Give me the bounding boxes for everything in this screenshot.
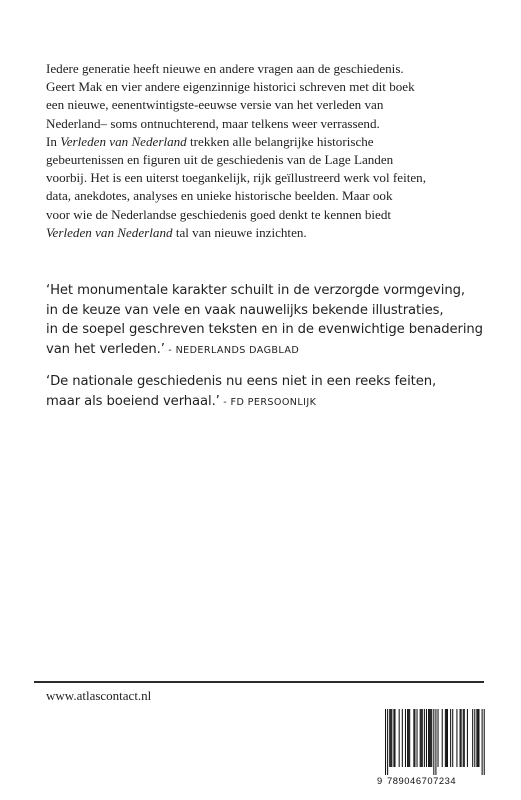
- review-quote-fd-persoonlijk: [46, 372, 486, 412]
- barcode-bars: [377, 709, 487, 775]
- quote-text-fragment: maar als boeiend verhaal.’: [46, 393, 220, 409]
- barcode-bar: [430, 709, 431, 767]
- blurb-line: gebeurtenissen en figuren uit de geschiedenis van de Lage Landen: [46, 152, 394, 168]
- barcode-bar: [452, 709, 453, 767]
- isbn-barcode: [377, 709, 487, 791]
- barcode-bar: [408, 709, 409, 767]
- barcode-bar: [409, 709, 410, 767]
- blurb-text: [46, 60, 486, 242]
- quote-line: in de soepel geschreven teksten en in de evenwichtige benadering: [46, 322, 483, 338]
- publisher-url: www.atlascontact.nl: [46, 688, 152, 703]
- blurb-line: [46, 224, 486, 242]
- blurb-text-fragment: trekken alle belangrijke historische: [186, 133, 374, 149]
- barcode-digits: 789046707234: [387, 775, 457, 786]
- barcode-bar: [387, 709, 388, 775]
- barcode-bar: [435, 709, 436, 775]
- barcode-bar: [450, 709, 451, 767]
- barcode-bar: [405, 709, 406, 767]
- blurb-line: voorbij. Het is een uiterst toegankelijk, rijk geïllustreerd werk vol feiten,: [46, 170, 426, 186]
- barcode-bar: [399, 709, 400, 767]
- barcode-bar: [389, 709, 390, 767]
- blurb-line: Geert Mak en vier andere eigenzinnige historici schreven met dit boek: [46, 79, 415, 95]
- blurb-line: [46, 133, 486, 151]
- barcode-bar: [442, 709, 443, 767]
- barcode-number: [377, 775, 487, 786]
- quote-line: ‘De nationale geschiedenis nu eens niet in een reeks feiten,: [46, 374, 437, 389]
- barcode-bar: [421, 709, 422, 767]
- barcode-bar: [477, 709, 478, 767]
- barcode-bar: [393, 709, 394, 767]
- barcode-bar: [474, 709, 475, 767]
- barcode-bar: [463, 709, 464, 767]
- blurb-line: voor wie de Nederlandse geschiedenis goed denkt te kennen biedt: [46, 206, 392, 222]
- barcode-bar: [431, 709, 432, 767]
- barcode-bar: [446, 709, 447, 767]
- barcode-bar: [482, 709, 483, 775]
- barcode-bar: [447, 709, 448, 767]
- barcode-bar: [422, 709, 423, 767]
- quote-line: in de keuze van vele en vaak nauwelijks bekende illustraties,: [46, 302, 444, 318]
- barcode-bar: [426, 709, 427, 767]
- review-quote-nederlands-dagblad: [46, 281, 486, 360]
- quote-text-fragment: van het verleden.’: [46, 341, 165, 357]
- barcode-bar: [445, 709, 446, 767]
- barcode-bar: [456, 709, 457, 767]
- book-title: Verleden van Nederland: [46, 224, 173, 240]
- barcode-bar: [390, 709, 391, 767]
- barcode-bar: [394, 709, 395, 767]
- book-title: Verleden van Nederland: [60, 133, 187, 149]
- divider-line: [34, 681, 484, 683]
- blurb-line: een nieuwe, eenentwintigste-eeuwse versie van het verleden van: [46, 97, 384, 113]
- barcode-bar: [467, 709, 468, 767]
- blurb-line: Nederland– soms ontnuchterend, maar telkens weer verrassend.: [46, 115, 380, 131]
- barcode-bar: [464, 709, 465, 767]
- blurb-line: Iedere generatie heeft nieuwe en andere vragen aan de geschiedenis.: [46, 61, 404, 76]
- barcode-bar: [385, 709, 386, 775]
- barcode-bar: [460, 709, 461, 767]
- barcode-bar: [424, 709, 425, 767]
- barcode-bar: [414, 709, 415, 767]
- barcode-first-digit: 9: [377, 775, 383, 786]
- barcode-bar: [472, 709, 473, 767]
- blurb-text-fragment: In: [46, 133, 61, 149]
- barcode-bar: [413, 709, 414, 767]
- quote-source: - NEDERLANDS DAGBLAD: [164, 344, 300, 356]
- blurb-text-fragment: tal van nieuwe inzichten.: [172, 224, 307, 240]
- barcode-bar: [461, 709, 462, 767]
- barcode-bar: [478, 709, 479, 767]
- barcode-bar: [407, 709, 408, 767]
- blurb-line: data, anekdotes, analyses en unieke historische beelden. Maar ook: [46, 188, 393, 204]
- barcode-bar: [438, 709, 439, 767]
- barcode-bar: [402, 709, 403, 767]
- barcode-bar: [433, 709, 434, 775]
- quote-line: [46, 340, 486, 361]
- barcode-bar: [417, 709, 418, 767]
- quote-line: [46, 392, 486, 413]
- quote-line: ‘Het monumentale karakter schuilt in de verzorgde vormgeving,: [46, 283, 465, 298]
- barcode-bar: [420, 709, 421, 767]
- barcode-bar: [484, 709, 485, 775]
- barcode-bar: [429, 709, 430, 767]
- barcode-bar: [428, 709, 429, 767]
- barcode-bar: [476, 709, 477, 767]
- quote-source: - FD PERSOONLIJK: [219, 396, 317, 408]
- barcode-bar: [391, 709, 392, 767]
